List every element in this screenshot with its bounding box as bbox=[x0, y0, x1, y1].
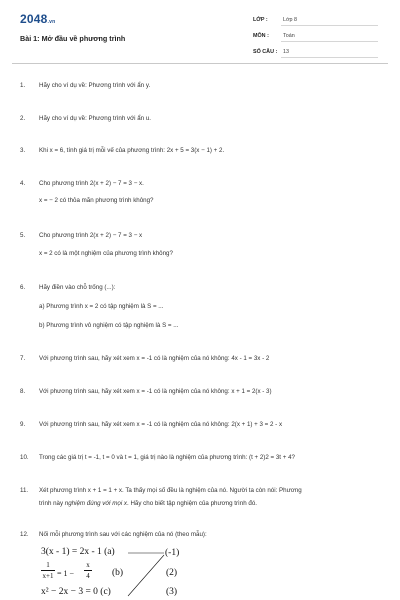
question-number: 3. bbox=[20, 147, 26, 154]
question-number: 11. bbox=[20, 487, 29, 494]
question-number: 9. bbox=[20, 421, 26, 428]
root-minus-one: (-1) bbox=[165, 548, 180, 558]
page-title: Bài 1: Mở đầu về phương trình bbox=[20, 34, 126, 43]
meta-subject-value: Toán bbox=[283, 33, 295, 39]
meta-count-value: 13 bbox=[283, 49, 289, 55]
question-text: Cho phương trình 2(x + 2) − 7 = 3 − x bbox=[39, 232, 143, 239]
question-subline: x = 2 có là một nghiệm của phương trình không? bbox=[39, 250, 173, 257]
question-text: Hãy điền vào chỗ trống (...): bbox=[39, 284, 116, 291]
question-number: 6. bbox=[20, 284, 26, 291]
fraction-numerator: x bbox=[86, 561, 90, 569]
meta-class-label: LỚP : bbox=[253, 17, 268, 23]
question-text: Cho phương trình 2(x + 2) − 7 = 3 − x. bbox=[39, 180, 144, 187]
fraction-numerator: 1 bbox=[46, 561, 50, 569]
equation-b-label: (b) bbox=[112, 568, 124, 578]
question-number: 1. bbox=[20, 82, 26, 89]
question-text: Với phương trình sau, hãy xét xem x = -1 có là nghiệm của nó không: x + 1 = 2(x - 3) bbox=[39, 388, 272, 395]
logo-suffix: .vn bbox=[47, 19, 56, 25]
equation-c: x² − 2x − 3 = 0 (c) bbox=[41, 587, 111, 597]
question-subline-a: a) Phương trình x = 2 có tập nghiệm là S = ... bbox=[39, 303, 164, 310]
question-number: 2. bbox=[20, 115, 26, 122]
equation-b-middle: = 1 − bbox=[57, 569, 75, 578]
fraction-denominator: x+1 bbox=[42, 572, 54, 580]
question-subline: x = − 2 có thỏa mãn phương trình không? bbox=[39, 197, 154, 204]
question-number: 12. bbox=[20, 531, 29, 538]
root-three: (3) bbox=[166, 587, 178, 597]
question-number: 7. bbox=[20, 355, 26, 362]
question-text: Hãy cho ví dụ về: Phương trình với ẩn y. bbox=[39, 82, 151, 89]
subline-post: . Hãy cho biết tập nghiệm của phương trình đó. bbox=[127, 500, 257, 507]
question-number: 8. bbox=[20, 388, 26, 395]
meta-count-label: SỐ CÂU : bbox=[253, 49, 278, 55]
equation-a: 3(x - 1) = 2x - 1 (a) bbox=[41, 547, 115, 557]
question-text: Với phương trình sau, hãy xét xem x = -1 có là nghiệm của nó không: 4x - 1 = 3x - 2 bbox=[39, 355, 270, 362]
question-number: 5. bbox=[20, 232, 26, 239]
subline-emphasis: nghiệm đúng với mọi x bbox=[64, 500, 128, 507]
question-number: 4. bbox=[20, 180, 26, 187]
meta-class-value: Lớp 8 bbox=[283, 17, 298, 23]
subline-pre: trình này bbox=[39, 500, 65, 507]
question-subline-b: b) Phương trình vô nghiệm có tập nghiệm là S = ... bbox=[39, 322, 179, 329]
question-text: Xét phương trình x + 1 = 1 + x. Ta thấy mọi số đều là nghiệm của nó. Người ta còn nói: Phương bbox=[39, 487, 302, 494]
question-text: Trong các giá trị t = -1, t = 0 và t = 1, giá trị nào là nghiệm của phương trình: (t + 2)2 = 3t + 4? bbox=[39, 454, 295, 461]
meta-subject-label: MÔN : bbox=[253, 33, 269, 39]
question-text: Nối mỗi phương trình sau với các nghiệm của nó (theo mẫu): bbox=[39, 531, 207, 538]
question-text: Khi x = 6, tính giá trị mỗi vế của phương trình: 2x + 5 = 3(x − 1) + 2. bbox=[39, 147, 225, 154]
root-two: (2) bbox=[166, 568, 178, 578]
fraction-denominator: 4 bbox=[86, 572, 90, 580]
connector-c-root bbox=[128, 555, 164, 596]
question-text: Hãy cho ví dụ về: Phương trình với ẩn u. bbox=[39, 115, 152, 122]
logo-main: 2048 bbox=[20, 12, 48, 26]
question-text: Với phương trình sau, hãy xét xem x = -1 có là nghiệm của nó không: 2(x + 1) + 3 = 2 - x bbox=[39, 421, 283, 428]
question-number: 10. bbox=[20, 454, 29, 461]
